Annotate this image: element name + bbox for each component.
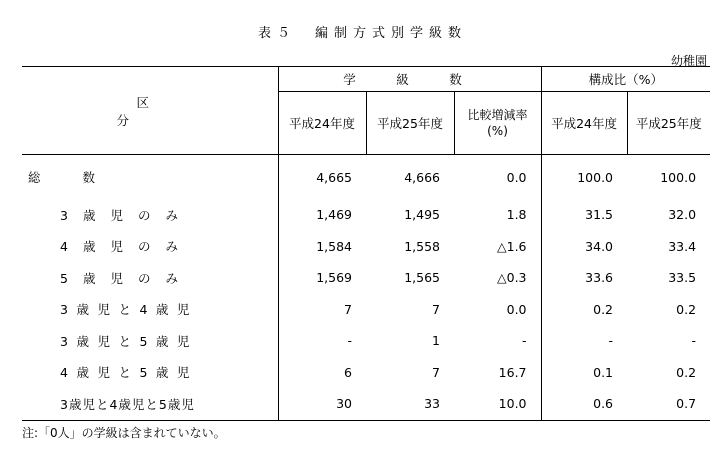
cell-h25: 1,558 <box>404 238 440 254</box>
cell-change: 16.7 <box>498 364 527 380</box>
table-row <box>22 231 710 263</box>
cell-h24: 4,665 <box>278 155 366 200</box>
cell-change: 1.8 <box>506 207 527 223</box>
cell-h24: 7 <box>278 294 366 326</box>
table-row <box>22 155 710 200</box>
cell-change: △1.6 <box>497 238 527 254</box>
cell-ratio-h25: 100.0 <box>660 169 697 185</box>
table-row <box>22 199 710 231</box>
cell-change: 0.0 <box>506 169 527 185</box>
cell-h25: 1,565 <box>404 270 440 286</box>
table-row <box>22 294 710 326</box>
unit-label: 幼稚園 <box>670 54 707 68</box>
header-category: 区 分 <box>22 67 278 155</box>
row-label: 5歳児のみ <box>60 270 193 286</box>
cell-change: 10.0 <box>454 388 541 420</box>
table-title: 表５ 編制方式別学級数 <box>257 26 467 41</box>
header-ratio-h25: 平成25年度 <box>627 92 710 155</box>
cell-h25: 7 <box>432 364 440 380</box>
cell-ratio-h24: 0.6 <box>541 388 627 420</box>
header-change: 比較増減率 (%) <box>454 92 541 155</box>
row-label: 3歳児と5歳児 <box>60 333 198 349</box>
cell-ratio-h24: 0.1 <box>541 357 627 389</box>
cell-ratio-h25: 33.5 <box>668 270 697 286</box>
header-group-ratio: 構成比（%） <box>541 67 710 92</box>
cell-ratio-h24: 34.0 <box>541 231 627 263</box>
row-label: 4歳児と5歳児 <box>60 365 198 381</box>
table-row <box>22 262 710 294</box>
cell-ratio-h24: - <box>541 325 627 357</box>
header-group-classes: 学 級 数 <box>278 67 541 92</box>
cell-h24: 30 <box>278 388 366 420</box>
cell-h24: 1,469 <box>278 199 366 231</box>
cell-h24: 6 <box>278 357 366 389</box>
cell-ratio-h25: - <box>691 333 697 349</box>
cell-ratio-h24: 31.5 <box>541 199 627 231</box>
header-ratio-h24: 平成24年度 <box>541 92 627 155</box>
table-row <box>22 357 710 389</box>
cell-ratio-h24: 100.0 <box>541 155 627 200</box>
table-row <box>22 388 710 420</box>
row-label: 3歳児と4歳児 <box>60 302 198 318</box>
cell-h24: 1,569 <box>278 262 366 294</box>
cell-ratio-h25: 0.2 <box>676 301 697 317</box>
cell-h24: 1,584 <box>278 231 366 263</box>
cell-h24: - <box>278 325 366 357</box>
cell-ratio-h25: 0.2 <box>676 364 697 380</box>
cell-h25: 33 <box>366 388 454 420</box>
cell-change: 0.0 <box>506 301 527 317</box>
cell-ratio-h24: 33.6 <box>541 262 627 294</box>
cell-ratio-h24: 0.2 <box>541 294 627 326</box>
row-label: 3歳児と4歳児と5歳児 <box>22 388 278 420</box>
cell-change: - <box>522 333 527 349</box>
class-count-table <box>22 66 710 421</box>
cell-h25: 7 <box>432 301 440 317</box>
cell-ratio-h25: 33.4 <box>668 238 697 254</box>
row-label: 総数 <box>28 170 138 185</box>
footnote: 注:「0人」の学級は含まれていない。 <box>22 426 226 440</box>
row-label: 4歳児のみ <box>60 239 193 255</box>
cell-h25: 4,666 <box>404 169 440 185</box>
header-row-top <box>22 67 710 92</box>
row-label: 3歳児のみ <box>60 207 193 223</box>
cell-change: △0.3 <box>497 270 527 286</box>
cell-h25: 1 <box>432 333 440 349</box>
cell-h25: 1,495 <box>404 207 440 223</box>
cell-ratio-h25: 32.0 <box>668 207 697 223</box>
table-row <box>22 325 710 357</box>
header-h24: 平成24年度 <box>278 92 366 155</box>
cell-ratio-h25: 0.7 <box>627 388 710 420</box>
header-h25: 平成25年度 <box>366 92 454 155</box>
